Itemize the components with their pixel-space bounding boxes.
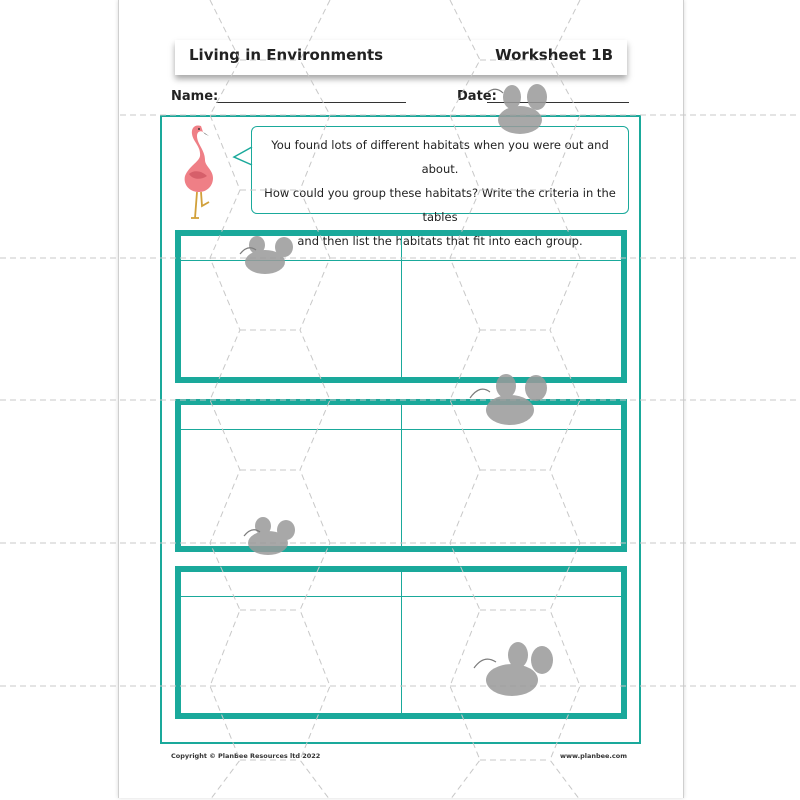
date-label: Date:: [457, 89, 497, 104]
instruction-line-2: How could you group these habitats? Write the criteria in the tables: [264, 186, 616, 224]
table-column-divider: [401, 572, 402, 713]
table-column-divider: [401, 405, 402, 546]
instruction-bubble: [251, 126, 629, 248]
copyright-text: Copyright © PlanBee Resources ltd 2022: [171, 752, 321, 760]
instruction-line-3: and then list the habitats that fit into each group.: [297, 234, 583, 248]
flamingo-icon: [175, 120, 231, 224]
website-text: www.planbee.com: [560, 752, 627, 760]
grouping-table-3: [175, 566, 627, 719]
date-field[interactable]: [487, 102, 629, 103]
grouping-table-1: [175, 230, 627, 383]
name-field[interactable]: [216, 102, 406, 103]
worksheet-page: [118, 0, 684, 798]
grouping-table-2: [175, 399, 627, 552]
worksheet-number: Worksheet 1B: [495, 46, 613, 64]
name-label: Name:: [171, 89, 219, 104]
instruction-line-1: You found lots of different habitats when you were out and about.: [271, 138, 609, 176]
table-column-divider: [401, 236, 402, 377]
worksheet-title: Living in Environments: [189, 46, 384, 64]
title-bar: [175, 40, 627, 75]
